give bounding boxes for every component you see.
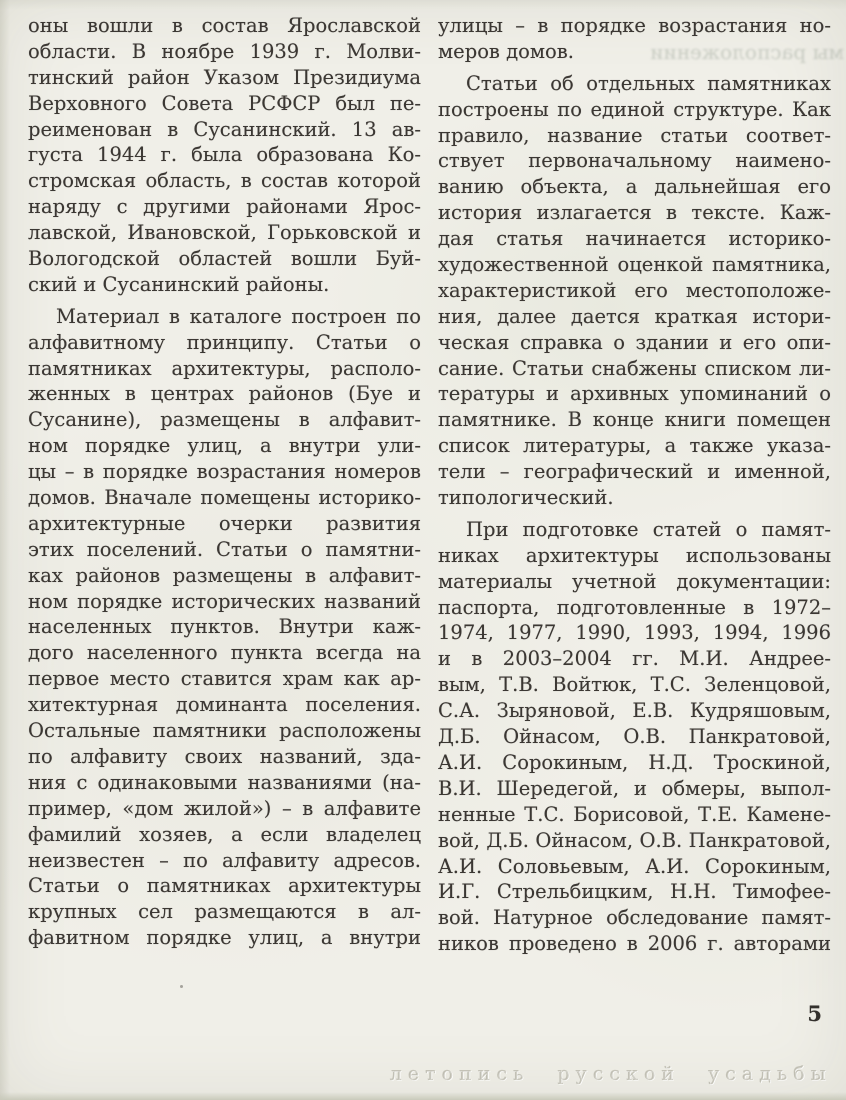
paragraph [28, 304, 421, 951]
text-line: вой. Натурное обследование памят- [438, 906, 831, 930]
text-line: этих поселений. Статьи о памятни- [28, 537, 421, 561]
scan-speck [180, 985, 183, 988]
text-line: алфавитному принципу. Статьи о [28, 330, 421, 354]
text-line: Материал в каталоге построен по [56, 304, 421, 328]
text-line: неизвестен – по алфавиту адресов. [28, 848, 421, 872]
text-line: ствует первоначальному наимено- [438, 149, 831, 173]
text-line: И.Г. Стрельбицким, Н.Н. Тимофее- [438, 880, 831, 904]
paragraph [438, 71, 831, 511]
text-column-right [438, 13, 831, 957]
text-line: 1974, 1977, 1990, 1993, 1994, 1996 [438, 621, 831, 645]
page-number: 5 [807, 1001, 822, 1026]
text-line: художественной оценкой памятника, [438, 253, 831, 277]
text-column-left [28, 13, 421, 957]
text-line: улицы – в порядке возрастания но- [438, 14, 831, 37]
text-line: женных в центрах районов (Буе и [28, 382, 421, 406]
text-line: стромская область, в состав которой [28, 169, 421, 193]
text-line: А.И. Сорокиным, Н.Д. Троскиной, [438, 750, 831, 774]
text-line: ном порядке исторических названий [28, 589, 421, 613]
text-line: Вологодской областей вошли Буй- [28, 247, 421, 271]
embossed-watermark: летопись русской усадьбы [389, 1063, 832, 1085]
text-line: тературы и архивных упоминаний о [438, 382, 831, 406]
text-line: архитектурные очерки развития [28, 511, 421, 535]
text-line: фавитном порядке улиц, а внутри [28, 926, 421, 950]
text-line: характеристикой его местоположе- [438, 278, 831, 302]
text-line: ский и Сусанинский районы. [28, 272, 330, 296]
text-line: по алфавиту своих названий, зда- [28, 744, 421, 768]
text-line: Статьи о памятниках архитектуры [28, 874, 421, 898]
text-line: дого населенного пункта всегда на [28, 641, 421, 665]
text-line: реименован в Сусанинский. 13 ав- [28, 117, 421, 141]
text-line: и в 2003–2004 гг. М.И. Андрее- [438, 647, 831, 671]
text-line: Остальные памятники расположены [28, 719, 421, 743]
text-line: С.А. Зыряновой, Е.В. Кудряшовым, [438, 699, 831, 723]
text-line: тинский район Указом Президиума [28, 65, 421, 89]
text-line: типологический. [438, 486, 614, 510]
text-line: дая статья начинается историко- [438, 227, 831, 251]
text-line: Статьи об отдельных памятниках [466, 71, 831, 95]
text-line: лавской, Ивановской, Горьковской и [28, 221, 421, 245]
text-line: области. В ноябре 1939 г. Молви- [28, 39, 421, 63]
text-line: хитектурная доминанта поселения. [28, 693, 421, 717]
text-line: крупных сел размещаются в ал- [28, 900, 421, 924]
show-through-text: мы расположении [649, 40, 844, 64]
text-line: правило, название статьи соответ- [438, 123, 831, 147]
text-line: фамилий хозяев, а если владелец [28, 822, 421, 846]
text-line: меров домов. [438, 39, 574, 63]
text-line: А.И. Соловьевым, А.И. Сорокиным, [438, 854, 831, 878]
text-line: Верховного Совета РСФСР был пе- [28, 91, 421, 115]
paragraph [438, 517, 831, 957]
scan-left-edge-shadow [0, 0, 10, 1100]
text-line: вым, Т.В. Войтюк, Т.С. Зеленцовой, [438, 673, 831, 697]
text-line: Д.Б. Ойнасом, О.В. Панкратовой, [438, 725, 831, 749]
text-line: вой, Д.Б. Ойнасом, О.В. Панкратовой, [438, 828, 831, 852]
text-line: первое место ставится храм как ар- [28, 667, 421, 691]
text-line: наряду с другими районами Ярос- [28, 195, 421, 219]
text-line: ния с одинаковыми названиями (на- [28, 770, 421, 794]
text-line: ном порядке улиц, а внутри ули- [28, 434, 421, 458]
text-line: густа 1944 г. была образована Ко- [28, 143, 421, 167]
text-columns [28, 13, 831, 957]
text-line: ках районов размещены в алфавит- [28, 563, 421, 587]
text-line: сание. Статьи снабжены списком ли- [438, 356, 831, 380]
paragraph [438, 13, 831, 65]
text-line: тели – географический и именной, [438, 460, 831, 484]
text-line: ников проведено в 2006 г. авторами [438, 932, 831, 956]
text-line: населенных пунктов. Внутри каж- [28, 615, 421, 639]
text-line: построены по единой структуре. Как [438, 97, 831, 121]
text-line: ванию объекта, а дальнейшая его [438, 175, 831, 199]
paragraph [28, 13, 421, 298]
text-line: Сусанине), размещены в алфавит- [28, 408, 421, 432]
text-line: В.И. Шередегой, и обмеры, выпол- [438, 776, 831, 800]
text-line: пример, «дом жилой») – в алфавите [28, 796, 421, 820]
text-line: ненные Т.С. Борисовой, Т.Е. Камене- [438, 802, 831, 826]
text-line: домов. Вначале помещены историко- [28, 486, 421, 510]
text-line: оны вошли в состав Ярославской [28, 14, 421, 37]
text-line: При подготовке статей о памят- [466, 517, 831, 541]
text-line: памятниках архитектуры, располо- [28, 356, 421, 380]
text-line: ния, далее дается краткая истори- [438, 304, 831, 328]
text-line: история излагается в тексте. Каж- [438, 201, 831, 225]
text-line: материалы учетной документации: [438, 569, 831, 593]
text-line: никах архитектуры использованы [438, 543, 831, 567]
text-line: список литературы, а также указа- [438, 434, 831, 458]
text-line: памятнике. В конце книги помещен [438, 408, 831, 432]
text-line: ческая справка о здании и его опи- [438, 330, 831, 354]
text-line: цы – в порядке возрастания номеров [28, 460, 421, 484]
text-line: паспорта, подготовленные в 1972– [438, 595, 831, 619]
scan-bottom-edge-shadow [0, 1092, 846, 1100]
